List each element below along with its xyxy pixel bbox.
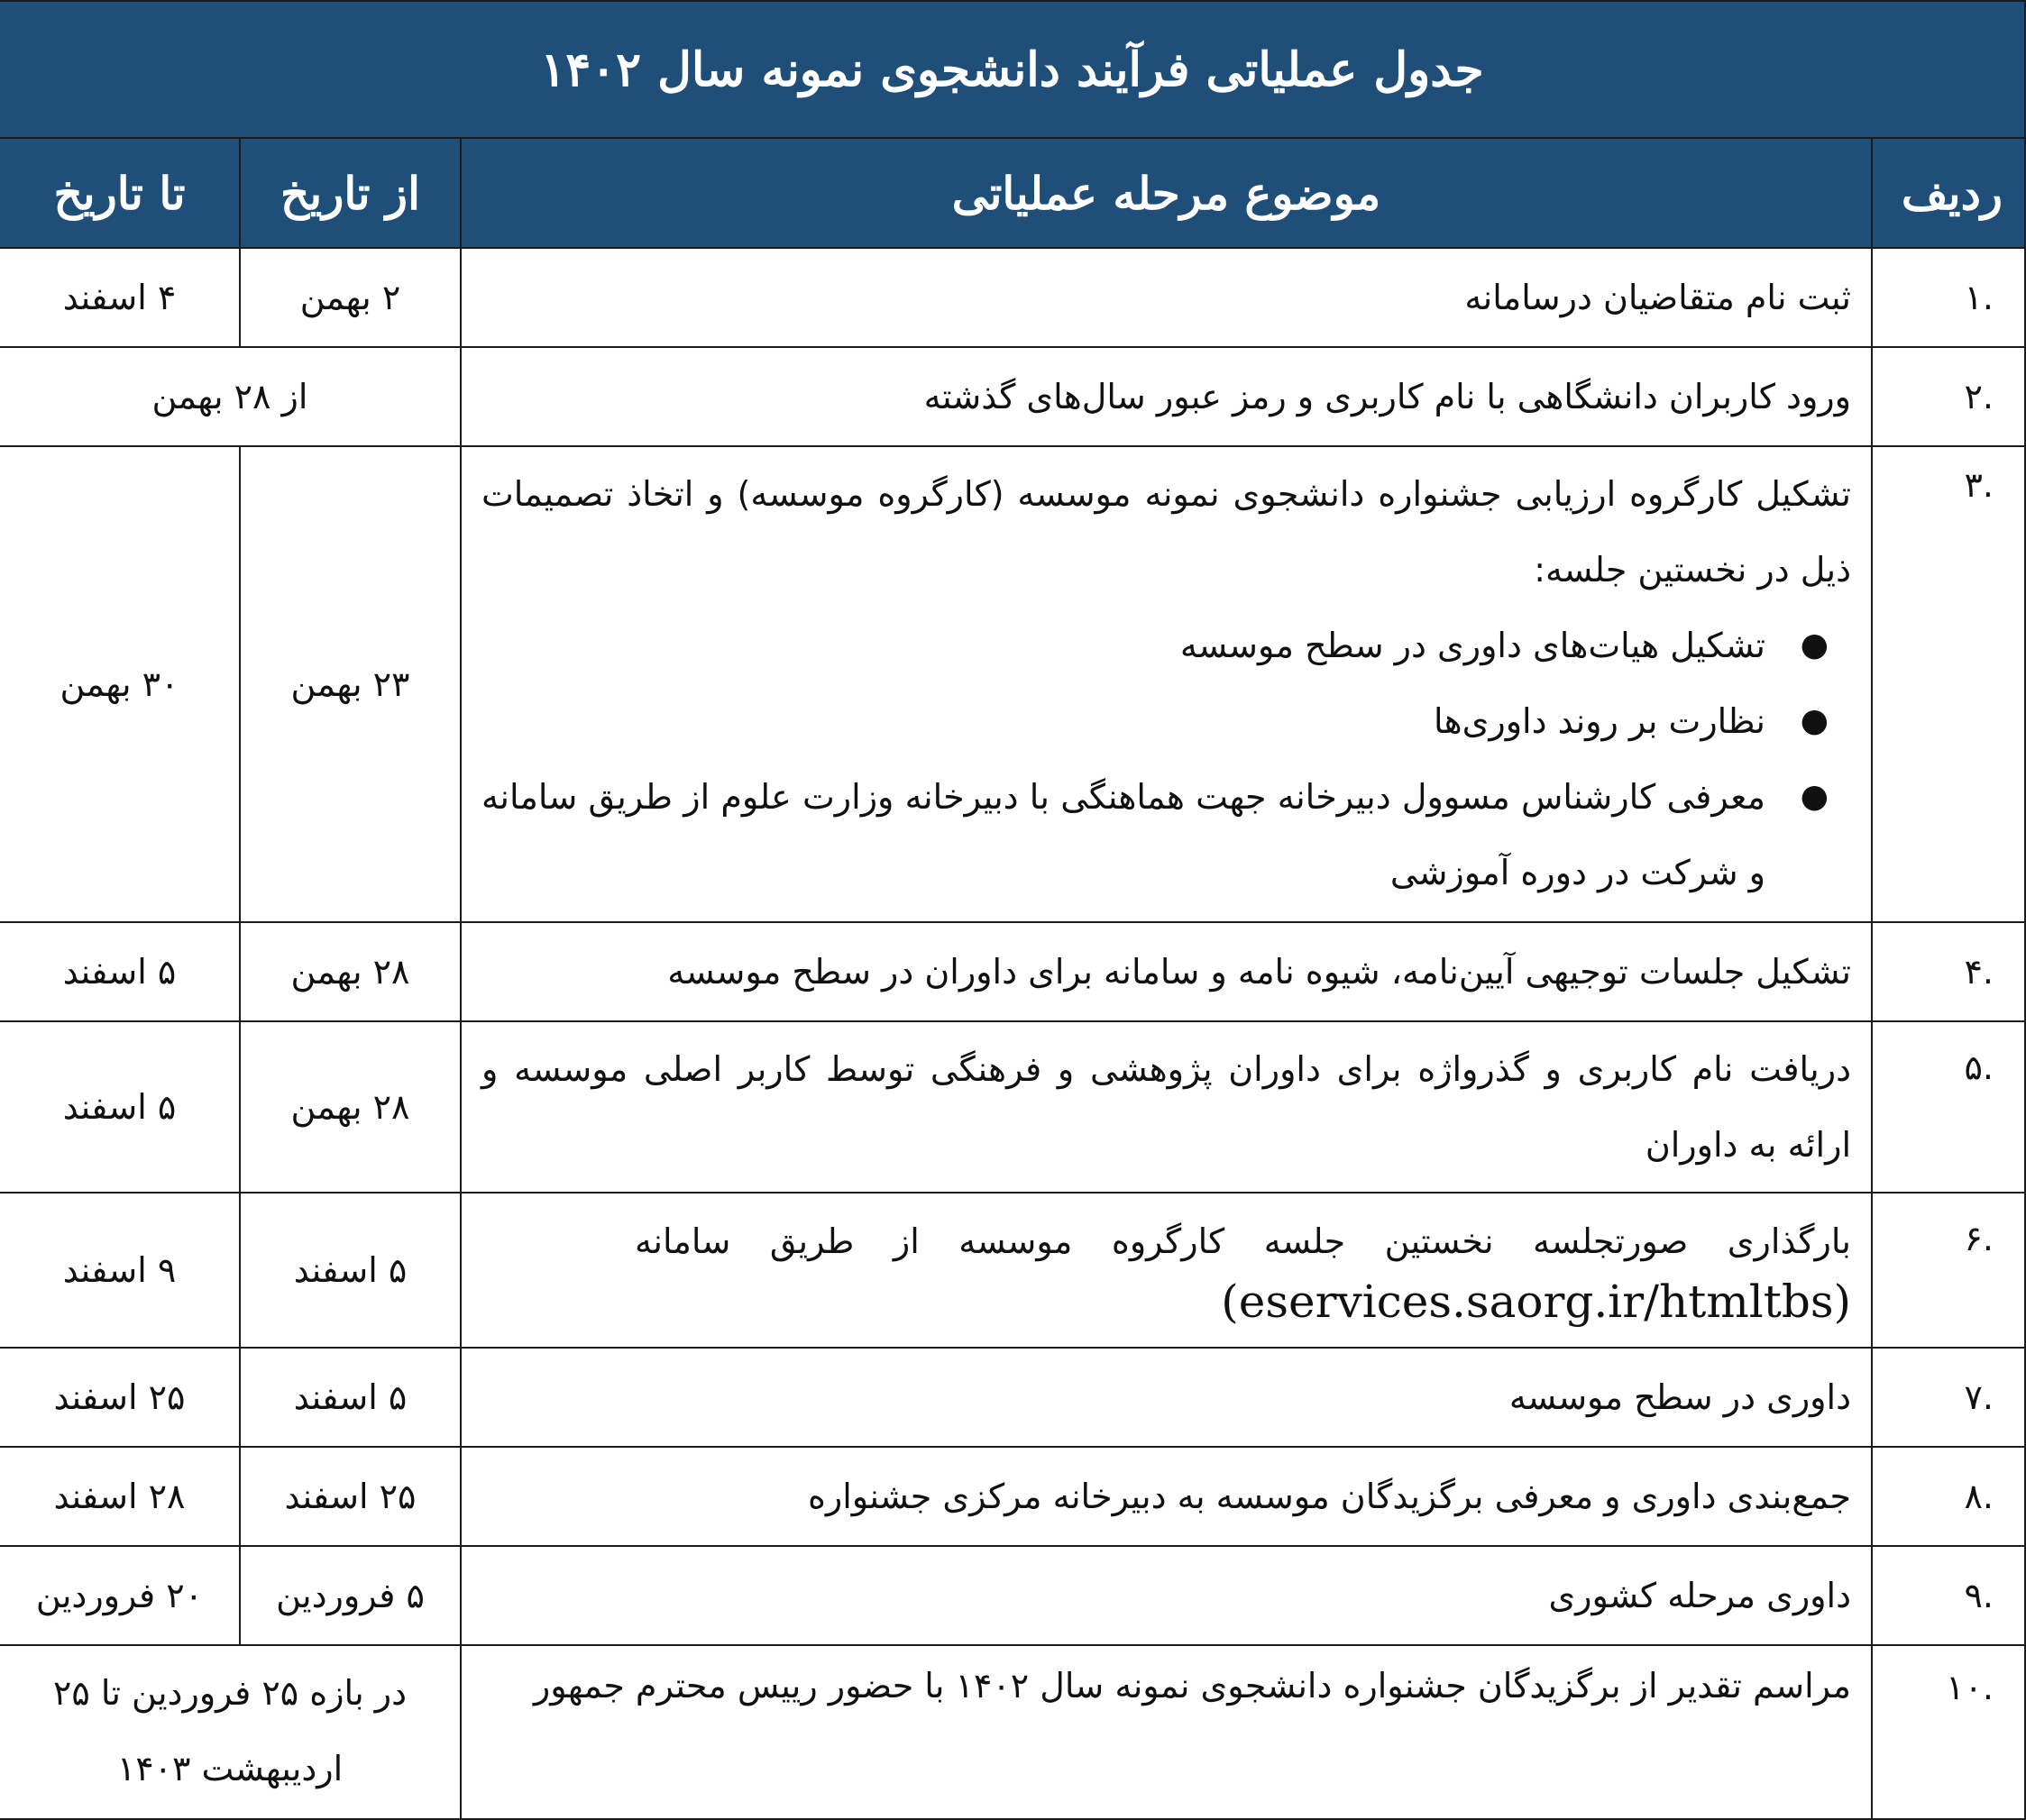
row-to-date: ۳۰ بهمن	[0, 446, 240, 922]
table-row	[0, 922, 2025, 1021]
row-topic-cell	[461, 446, 1872, 922]
row-from-date: ۵ اسفند	[240, 1193, 461, 1348]
list-item: ● تشکیل هیات‌های داوری در سطح موسسه	[481, 608, 1765, 683]
header-from-date: از تاریخ	[240, 138, 461, 248]
table-row	[0, 1193, 2025, 1348]
row-topic: تشکیل جلسات توجیهی آیین‌نامه، شیوه نامه و سامانه برای داوران در سطح موسسه	[461, 922, 1872, 1021]
table-row	[0, 446, 2025, 922]
row-topic: ورود کاربران دانشگاهی با نام کاربری و رمز عبور سال‌های گذشته	[461, 347, 1872, 446]
row-number: .۵	[1872, 1021, 2025, 1193]
row-to-date: ۹ اسفند	[0, 1193, 240, 1348]
bullet-icon: ●	[1800, 778, 1829, 815]
table-row	[0, 1546, 2025, 1645]
row-topic: دریافت نام کاربری و گذرواژه برای داوران پژوهشی و فرهنگی توسط کاربر اصلی موسسه و ارائه به داوران	[461, 1021, 1872, 1193]
row-from-date: ۲۸ بهمن	[240, 922, 461, 1021]
bullet-icon: ●	[1800, 702, 1829, 739]
table-row	[0, 1021, 2025, 1193]
row-topic: داوری در سطح موسسه	[461, 1348, 1872, 1447]
row-from-date: ۵ فروردین	[240, 1546, 461, 1645]
row-from-date: ۲۳ بهمن	[240, 446, 461, 922]
header-to-date: تا تاریخ	[0, 138, 240, 248]
row-topic: تشکیل کارگروه ارزیابی جشنواره دانشجوی نمونه موسسه (کارگروه موسسه) و اتخاذ تصمیمات ذیل در نخستین جلسه:	[481, 474, 1851, 590]
row-topic-cell	[461, 1193, 1872, 1348]
table-title: جدول عملیاتی فرآیند دانشجوی نمونه سال ۱۴۰۲	[0, 1, 2025, 138]
row-to-date: ۲۸ اسفند	[0, 1447, 240, 1546]
table-row	[0, 1645, 2025, 1819]
row-to-date: ۲۰ فروردین	[0, 1546, 240, 1645]
row-from-date: ۲۸ بهمن	[240, 1021, 461, 1193]
row-topic: ثبت نام متقاضیان درسامانه	[461, 248, 1872, 347]
row-from-date: ۲۵ اسفند	[240, 1447, 461, 1546]
row-to-date: ۴ اسفند	[0, 248, 240, 347]
row-number: .۳	[1872, 446, 2025, 922]
row-number: .۱	[1872, 248, 2025, 347]
title-row	[0, 1, 2025, 138]
row-number: .۶	[1872, 1193, 2025, 1348]
sub-item-list	[481, 608, 1851, 910]
row-to-date: ۵ اسفند	[0, 922, 240, 1021]
row-topic: مراسم تقدیر از برگزیدگان جشنواره دانشجوی نمونه سال ۱۴۰۲ با حضور رییس محترم جمهور	[461, 1645, 1872, 1819]
header-row	[0, 138, 2025, 248]
row-number: .۲	[1872, 347, 2025, 446]
row-number: .۸	[1872, 1447, 2025, 1546]
row-date-range: از ۲۸ بهمن	[0, 347, 461, 446]
header-topic: موضوع مرحله عملیاتی	[461, 138, 1872, 248]
row-number: .۴	[1872, 922, 2025, 1021]
row-to-date: ۵ اسفند	[0, 1021, 240, 1193]
row-number: .۷	[1872, 1348, 2025, 1447]
table-row	[0, 1348, 2025, 1447]
list-item: ● معرفی کارشناس مسوول دبیرخانه جهت هماهنگی با دبیرخانه وزارت علوم از طریق سامانه و شرکت در دوره آموزشی	[481, 759, 1765, 910]
table-row	[0, 347, 2025, 446]
row-from-date: ۲ بهمن	[240, 248, 461, 347]
row-number: .۹	[1872, 1546, 2025, 1645]
table-row	[0, 248, 2025, 347]
list-item: ● نظارت بر روند داوری‌ها	[481, 683, 1765, 759]
table-row	[0, 1447, 2025, 1546]
bullet-icon: ●	[1800, 626, 1829, 663]
row-topic: جمع‌بندی داوری و معرفی برگزیدگان موسسه به دبیرخانه مرکزی جشنواره	[461, 1447, 1872, 1546]
system-url: (eservices.saorg.ir/htmltbs)	[1221, 1276, 1851, 1328]
row-topic: بارگذاری صورتجلسه نخستین جلسه کارگروه موسسه از طریق سامانه	[635, 1221, 1851, 1261]
row-to-date: ۲۵ اسفند	[0, 1348, 240, 1447]
row-number: .۱۰	[1872, 1645, 2025, 1819]
row-from-date: ۵ اسفند	[240, 1348, 461, 1447]
row-topic: داوری مرحله کشوری	[461, 1546, 1872, 1645]
header-row-number: ردیف	[1872, 138, 2025, 248]
row-date-range: در بازه ۲۵ فروردین تا ۲۵ اردیبهشت ۱۴۰۳	[0, 1645, 461, 1819]
